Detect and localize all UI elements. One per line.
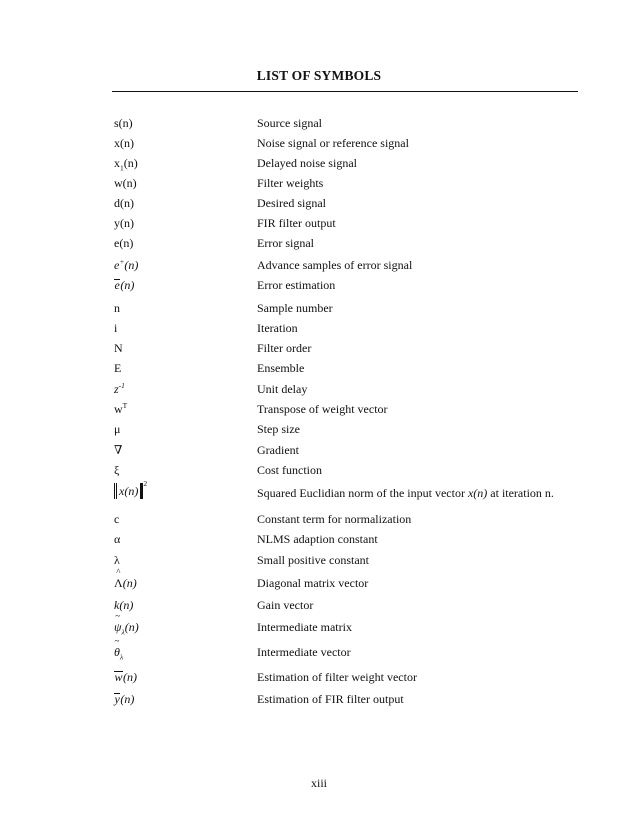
symbol-row bbox=[114, 136, 594, 154]
symbol: λ bbox=[114, 553, 120, 567]
page-title: LIST OF SYMBOLS bbox=[256, 68, 382, 83]
symbol-row bbox=[114, 620, 594, 638]
symbol-base: e bbox=[114, 278, 120, 292]
symbol: x(n) bbox=[114, 136, 134, 150]
symbol-argument: (n) bbox=[123, 670, 138, 684]
symbol-description: NLMS adaption constant bbox=[257, 532, 378, 546]
symbol: α bbox=[114, 532, 121, 546]
symbol-row bbox=[114, 402, 594, 420]
symbol: c bbox=[114, 512, 120, 526]
symbol-superscript: T bbox=[122, 401, 128, 410]
symbol: y(n) bbox=[114, 216, 134, 230]
symbol-description: Unit delay bbox=[257, 382, 308, 396]
title-underline bbox=[112, 91, 578, 92]
symbol-row bbox=[114, 216, 594, 234]
symbol-base: ~ θ bbox=[114, 645, 120, 660]
symbol-row bbox=[114, 156, 594, 174]
symbol-row bbox=[114, 278, 594, 296]
symbol-row bbox=[114, 670, 594, 688]
symbol: w(n) bbox=[114, 176, 137, 190]
symbol-description: Gain vector bbox=[257, 598, 314, 612]
symbol-subscript: λ bbox=[121, 627, 125, 637]
symbol: N bbox=[114, 341, 123, 355]
symbol-row bbox=[114, 321, 594, 339]
symbol bbox=[114, 620, 139, 635]
symbol-description: Transpose of weight vector bbox=[257, 402, 388, 416]
symbol-description: Desired signal bbox=[257, 196, 326, 210]
symbol-description: Estimation of FIR filter output bbox=[257, 692, 404, 706]
symbol bbox=[114, 382, 125, 397]
symbol-row bbox=[114, 341, 594, 359]
symbol-base: x bbox=[114, 156, 120, 170]
symbol-description: Filter order bbox=[257, 341, 312, 355]
symbol: E bbox=[114, 361, 122, 375]
symbol-subscript: λ bbox=[119, 652, 124, 662]
symbol-description: Error estimation bbox=[257, 278, 336, 292]
symbol-description: Error signal bbox=[257, 236, 314, 250]
symbol bbox=[114, 670, 137, 685]
symbol-base: e bbox=[114, 258, 120, 272]
symbol: i bbox=[114, 321, 118, 335]
symbol-superscript: -1 bbox=[118, 381, 125, 390]
symbol-row bbox=[114, 422, 594, 440]
symbol: n bbox=[114, 301, 120, 315]
symbol-description: Constant term for normalization bbox=[257, 512, 412, 526]
symbol-base: w bbox=[114, 670, 123, 684]
symbol-argument: (n) bbox=[123, 156, 138, 170]
description-text-end: at iteration n. bbox=[487, 486, 554, 500]
symbol-row bbox=[114, 645, 594, 663]
symbol: ξ bbox=[114, 463, 120, 477]
symbol-row bbox=[114, 553, 594, 571]
symbol-row bbox=[114, 196, 594, 214]
symbol-description: Gradient bbox=[257, 443, 299, 457]
symbol: k(n) bbox=[114, 598, 134, 612]
symbol-argument: (n) bbox=[122, 576, 137, 590]
symbol-base: z bbox=[114, 382, 119, 396]
symbol-row bbox=[114, 301, 594, 319]
symbol-row bbox=[114, 443, 594, 461]
symbol-description: Diagonal matrix vector bbox=[257, 576, 369, 590]
symbol-row bbox=[114, 576, 594, 594]
symbol-row bbox=[114, 692, 594, 710]
symbol bbox=[114, 258, 138, 273]
symbol-description: Noise signal or reference signal bbox=[257, 136, 409, 150]
symbol-row bbox=[114, 512, 594, 530]
symbol bbox=[114, 576, 137, 591]
symbol-base: w bbox=[114, 402, 123, 416]
symbol-base: y bbox=[114, 692, 120, 706]
symbol: μ bbox=[114, 422, 121, 436]
symbol: e(n) bbox=[114, 236, 134, 250]
description-italic: x(n) bbox=[467, 486, 488, 500]
symbol-subscript: 1 bbox=[120, 163, 124, 173]
symbol-row bbox=[114, 258, 594, 276]
symbol-row bbox=[114, 463, 594, 481]
description-text: Squared Euclidian norm of the input vector bbox=[257, 486, 468, 500]
symbol bbox=[114, 645, 123, 660]
symbol-description: FIR filter output bbox=[257, 216, 336, 230]
symbol-description: Delayed noise signal bbox=[257, 156, 357, 170]
symbol-description: Intermediate vector bbox=[257, 645, 351, 659]
symbol-description: Source signal bbox=[257, 116, 322, 130]
symbol bbox=[114, 156, 138, 171]
symbol-superscript: + bbox=[119, 257, 125, 266]
symbol-description: Intermediate matrix bbox=[257, 620, 352, 634]
symbol-description: Estimation of filter weight vector bbox=[257, 670, 417, 684]
symbol-base: ~ ψ bbox=[114, 620, 121, 635]
symbol-description bbox=[257, 486, 554, 501]
symbol-row bbox=[114, 479, 594, 508]
symbol-row bbox=[114, 236, 594, 254]
symbol-argument: (n) bbox=[124, 258, 139, 272]
symbol-row bbox=[114, 598, 594, 616]
symbol-argument: (n) bbox=[120, 692, 135, 706]
symbol-row bbox=[114, 382, 594, 400]
symbol-base: ^ Λ bbox=[114, 576, 123, 591]
symbol-description: Ensemble bbox=[257, 361, 305, 375]
symbol-row bbox=[114, 532, 594, 550]
symbol-description: Advance samples of error signal bbox=[257, 258, 413, 272]
symbol-description: Filter weights bbox=[257, 176, 324, 190]
symbol-description: Cost function bbox=[257, 463, 322, 477]
symbol-row bbox=[114, 361, 594, 379]
page-number: xiii bbox=[310, 776, 327, 790]
symbol: s(n) bbox=[114, 116, 133, 130]
symbol-description: Sample number bbox=[257, 301, 333, 315]
symbol-description: Step size bbox=[257, 422, 300, 436]
symbol-argument: (n) bbox=[124, 620, 139, 634]
symbol-base: x(n) bbox=[119, 483, 139, 498]
symbol bbox=[114, 402, 127, 417]
symbol-description: Small positive constant bbox=[257, 553, 369, 567]
symbol: x(n) $^2$ bbox=[114, 483, 147, 503]
symbol: d(n) bbox=[114, 196, 134, 210]
symbol-row bbox=[114, 176, 594, 194]
symbol-argument: (n) bbox=[120, 278, 135, 292]
symbol-row bbox=[114, 116, 594, 134]
symbol bbox=[114, 278, 134, 293]
symbol bbox=[114, 692, 134, 707]
symbol: ∇ bbox=[114, 443, 123, 457]
symbol-description: Iteration bbox=[257, 321, 298, 335]
